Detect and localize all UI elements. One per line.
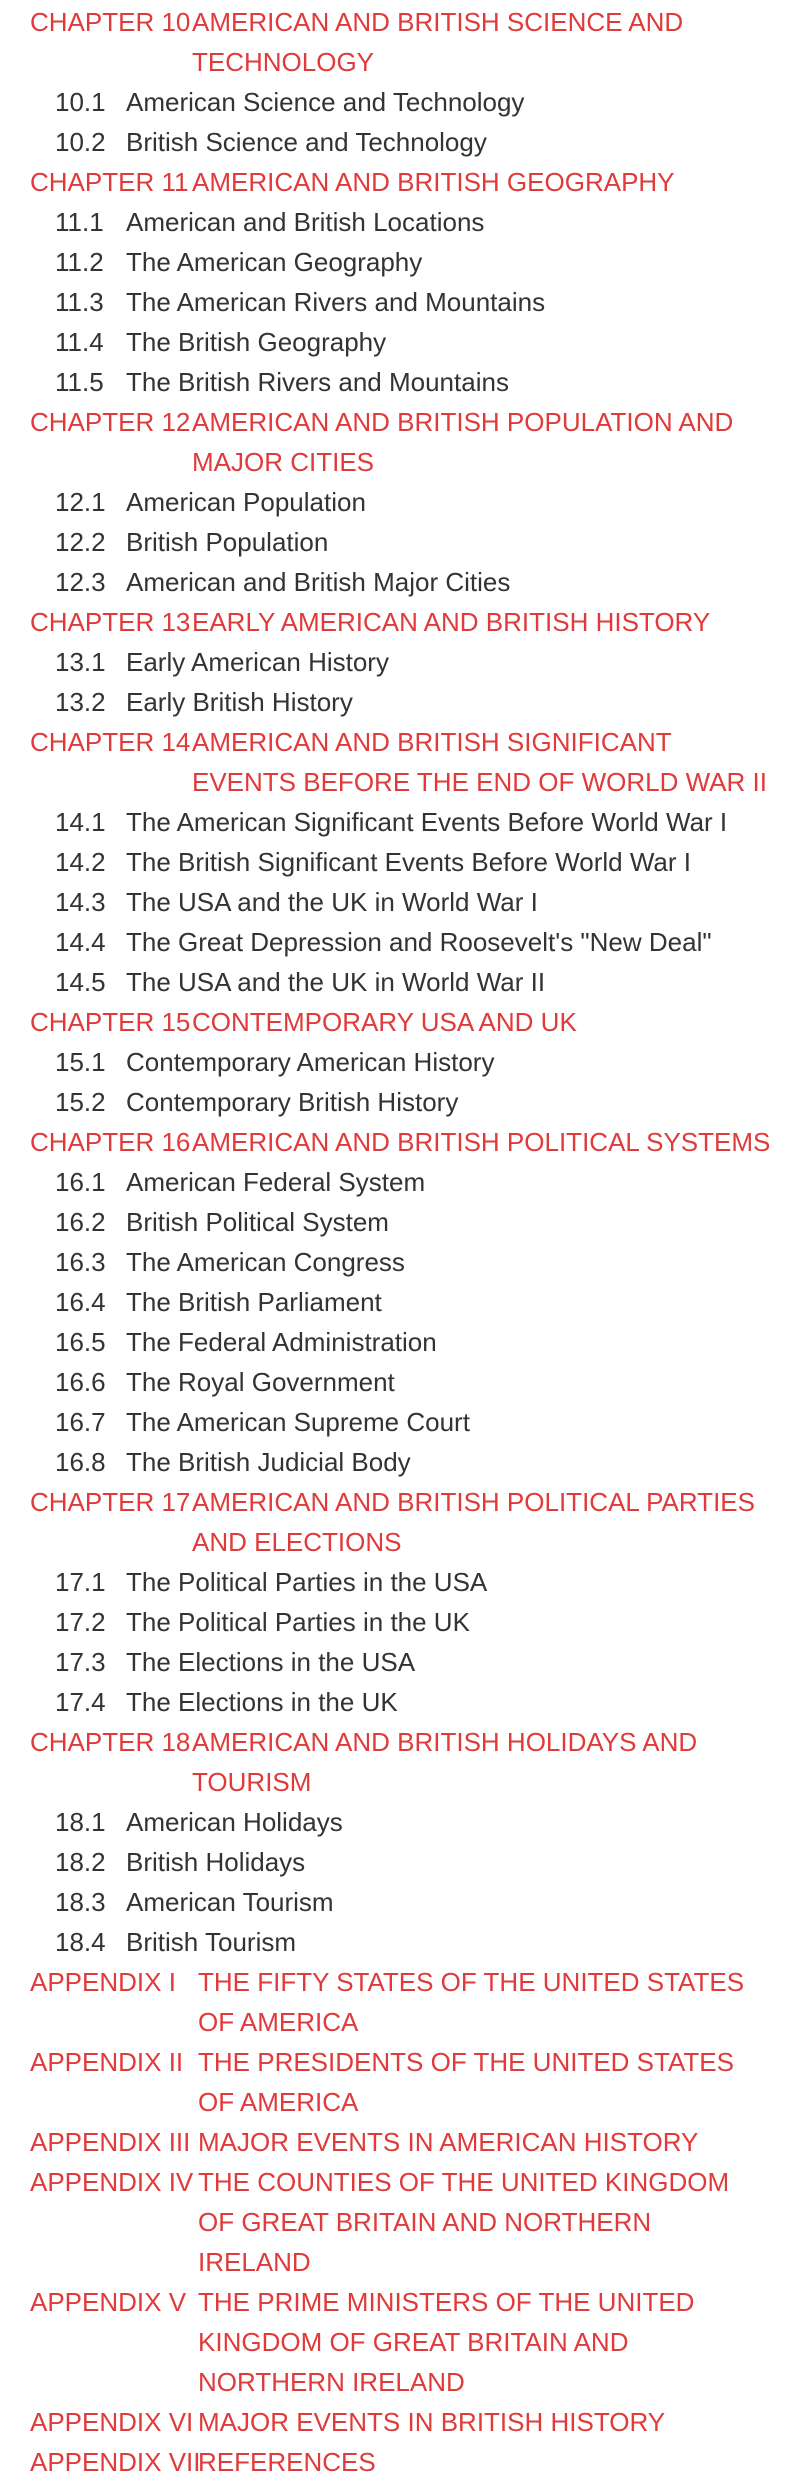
section-title: American Tourism [126, 1887, 334, 1917]
section-number: 14.3 [55, 887, 106, 917]
section-title: British Tourism [126, 1927, 297, 1957]
section-title: The British Parliament [126, 1287, 382, 1317]
toc-section-entry[interactable] [0, 202, 790, 242]
section-title: The Federal Administration [126, 1327, 437, 1357]
appendix-title: THE FIFTY STATES OF THE UNITED STATES OF AMERICA [198, 1967, 745, 2037]
section-title: The Political Parties in the USA [126, 1567, 488, 1597]
chapter-title: AMERICAN AND BRITISH SCIENCE AND TECHNOLOGY [192, 7, 684, 77]
section-number: 17.2 [55, 1607, 106, 1637]
section-number: 10.2 [55, 127, 106, 157]
section-number: 17.1 [55, 1567, 106, 1597]
section-title: The USA and the UK in World War II [126, 967, 546, 997]
section-number: 18.4 [55, 1927, 106, 1957]
toc-chapter-entry[interactable] [0, 1722, 790, 1802]
appendix-title: THE PRIME MINISTERS OF THE UNITED KINGDOM OF GREAT BRITAIN AND NORTHERN IRELAND [198, 2287, 695, 2397]
section-number: 14.4 [55, 927, 106, 957]
section-title: The American Congress [126, 1247, 405, 1277]
section-title: American and British Major Cities [126, 567, 511, 597]
toc-section-entry[interactable] [0, 1322, 790, 1362]
toc-section-entry[interactable] [0, 82, 790, 122]
section-title: Early American History [126, 647, 389, 677]
toc-chapter-entry[interactable] [0, 162, 790, 202]
section-title: The British Significant Events Before World War I [126, 847, 691, 877]
toc-section-entry[interactable] [0, 1162, 790, 1202]
toc-section-entry[interactable] [0, 642, 790, 682]
section-number: 15.1 [55, 1047, 106, 1077]
section-title: Contemporary American History [126, 1047, 495, 1077]
section-title: British Science and Technology [126, 127, 487, 157]
section-number: 11.4 [55, 327, 104, 357]
toc-section-entry[interactable] [0, 1042, 790, 1082]
toc-chapter-entry[interactable] [0, 1122, 790, 1162]
toc-section-entry[interactable] [0, 322, 790, 362]
section-number: 10.1 [55, 87, 106, 117]
section-number: 16.8 [55, 1447, 106, 1477]
toc-section-entry[interactable] [0, 1082, 790, 1122]
toc-section-entry[interactable] [0, 802, 790, 842]
toc-section-entry[interactable] [0, 1602, 790, 1642]
chapter-number: CHAPTER 14 [30, 727, 191, 757]
section-number: 16.4 [55, 1287, 106, 1317]
section-number: 16.3 [55, 1247, 106, 1277]
chapter-title: AMERICAN AND BRITISH HOLIDAYS AND TOURISM [192, 1727, 698, 1797]
section-title: British Population [126, 527, 329, 557]
chapter-number: CHAPTER 11 [30, 167, 189, 197]
appendix-number: APPENDIX VII [30, 2447, 201, 2477]
appendix-number: APPENDIX IV [30, 2167, 194, 2197]
toc-section-entry[interactable] [0, 1642, 790, 1682]
chapter-number: CHAPTER 10 [30, 7, 191, 37]
toc-section-entry[interactable] [0, 1242, 790, 1282]
appendix-title: MAJOR EVENTS IN BRITISH HISTORY [198, 2407, 666, 2437]
chapter-number: CHAPTER 16 [30, 1127, 191, 1157]
section-title: The Royal Government [126, 1367, 395, 1397]
toc-section-entry[interactable] [0, 282, 790, 322]
section-title: American Population [126, 487, 366, 517]
toc-section-entry[interactable] [0, 1562, 790, 1602]
section-number: 18.1 [55, 1807, 106, 1837]
section-title: American Science and Technology [126, 87, 525, 117]
toc-chapter-entry[interactable] [0, 1002, 790, 1042]
toc-appendix-entry[interactable] [0, 2122, 790, 2162]
appendix-number: APPENDIX II [30, 2047, 184, 2077]
toc-chapter-entry[interactable] [0, 722, 790, 802]
section-title: Early British History [126, 687, 353, 717]
chapter-title: AMERICAN AND BRITISH POPULATION AND MAJOR CITIES [192, 407, 734, 477]
section-number: 12.1 [55, 487, 106, 517]
toc-section-entry[interactable] [0, 242, 790, 282]
section-number: 16.2 [55, 1207, 106, 1237]
chapter-number: CHAPTER 13 [30, 607, 191, 637]
toc-section-entry[interactable] [0, 682, 790, 722]
section-number: 17.4 [55, 1687, 106, 1717]
section-title: The British Rivers and Mountains [126, 367, 509, 397]
appendix-number: APPENDIX I [30, 1967, 176, 1997]
section-number: 15.2 [55, 1087, 106, 1117]
toc-section-entry[interactable] [0, 1202, 790, 1242]
chapter-title: AMERICAN AND BRITISH POLITICAL SYSTEMS [192, 1127, 771, 1157]
toc-section-entry[interactable] [0, 1682, 790, 1722]
chapter-title: AMERICAN AND BRITISH POLITICAL PARTIES AND ELECTIONS [192, 1487, 755, 1557]
section-number: 16.1 [55, 1167, 106, 1197]
section-title: The American Significant Events Before World War I [126, 807, 728, 837]
chapter-title: EARLY AMERICAN AND BRITISH HISTORY [192, 607, 711, 637]
chapter-number: CHAPTER 15 [30, 1007, 191, 1037]
section-number: 17.3 [55, 1647, 106, 1677]
section-number: 18.3 [55, 1887, 106, 1917]
section-title: The British Judicial Body [126, 1447, 411, 1477]
section-number: 11.3 [55, 287, 104, 317]
section-number: 11.1 [55, 207, 104, 237]
toc-chapter-entry[interactable] [0, 2, 790, 82]
section-number: 14.2 [55, 847, 106, 877]
section-title: The American Supreme Court [126, 1407, 470, 1437]
appendix-number: APPENDIX VI [30, 2407, 194, 2437]
section-title: The Elections in the USA [126, 1647, 416, 1677]
section-number: 13.2 [55, 687, 106, 717]
section-title: The British Geography [126, 327, 387, 357]
toc-section-entry[interactable] [0, 842, 790, 882]
section-number: 14.5 [55, 967, 106, 997]
toc-appendix-entry[interactable] [0, 2402, 790, 2442]
appendix-number: APPENDIX III [30, 2127, 191, 2157]
section-title: American and British Locations [126, 207, 485, 237]
toc-section-entry[interactable] [0, 1842, 790, 1882]
section-number: 12.3 [55, 567, 106, 597]
appendix-title: REFERENCES [198, 2447, 376, 2477]
toc-chapter-entry[interactable] [0, 402, 790, 482]
toc-section-entry[interactable] [0, 1882, 790, 1922]
toc-appendix-entry[interactable] [0, 2162, 790, 2282]
chapter-number: CHAPTER 12 [30, 407, 191, 437]
appendix-title: THE COUNTIES OF THE UNITED KINGDOM OF GREAT BRITAIN AND NORTHERN IRELAND [198, 2167, 730, 2277]
section-title: British Political System [126, 1207, 389, 1237]
toc-appendix-entry[interactable] [0, 1962, 790, 2042]
section-number: 13.1 [55, 647, 106, 677]
section-title: The Great Depression and Roosevelt's "New Deal" [126, 927, 712, 957]
toc-appendix-entry[interactable] [0, 2442, 790, 2482]
appendix-title: MAJOR EVENTS IN AMERICAN HISTORY [198, 2127, 699, 2157]
section-number: 12.2 [55, 527, 106, 557]
section-number: 11.5 [55, 367, 104, 397]
section-title: The American Rivers and Mountains [126, 287, 546, 317]
toc-section-entry[interactable] [0, 562, 790, 602]
section-number: 14.1 [55, 807, 106, 837]
toc-section-entry[interactable] [0, 1362, 790, 1402]
toc-section-entry[interactable] [0, 922, 790, 962]
section-title: The USA and the UK in World War I [126, 887, 538, 917]
toc-chapter-entry[interactable] [0, 602, 790, 642]
section-number: 18.2 [55, 1847, 106, 1877]
chapter-title: AMERICAN AND BRITISH GEOGRAPHY [192, 167, 675, 197]
section-title: The Elections in the UK [126, 1687, 398, 1717]
toc-appendix-entry[interactable] [0, 2282, 790, 2402]
appendix-title: THE PRESIDENTS OF THE UNITED STATES OF AMERICA [198, 2047, 734, 2117]
section-title: Contemporary British History [126, 1087, 459, 1117]
toc-section-entry[interactable] [0, 1402, 790, 1442]
chapter-number: CHAPTER 17 [30, 1487, 191, 1517]
toc-section-entry[interactable] [0, 962, 790, 1002]
toc-section-entry[interactable] [0, 522, 790, 562]
section-number: 11.2 [55, 247, 104, 277]
toc-section-entry[interactable] [0, 362, 790, 402]
chapter-title: AMERICAN AND BRITISH SIGNIFICANT EVENTS BEFORE THE END OF WORLD WAR II [192, 727, 767, 797]
section-number: 16.5 [55, 1327, 106, 1357]
toc-chapter-entry[interactable] [0, 1482, 790, 1562]
toc-section-entry[interactable] [0, 1442, 790, 1482]
appendix-number: APPENDIX V [30, 2287, 187, 2317]
toc-section-entry[interactable] [0, 1922, 790, 1962]
section-title: The American Geography [126, 247, 423, 277]
chapter-number: CHAPTER 18 [30, 1727, 191, 1757]
toc-section-entry[interactable] [0, 122, 790, 162]
section-number: 16.6 [55, 1367, 106, 1397]
chapter-title: CONTEMPORARY USA AND UK [192, 1007, 577, 1037]
section-title: British Holidays [126, 1847, 306, 1877]
section-title: American Federal System [126, 1167, 426, 1197]
toc-section-entry[interactable] [0, 882, 790, 922]
section-title: The Political Parties in the UK [126, 1607, 470, 1637]
toc-appendix-entry[interactable] [0, 2042, 790, 2122]
section-title: American Holidays [126, 1807, 343, 1837]
toc-section-entry[interactable] [0, 1802, 790, 1842]
toc-section-entry[interactable] [0, 482, 790, 522]
toc-section-entry[interactable] [0, 1282, 790, 1322]
section-number: 16.7 [55, 1407, 106, 1437]
